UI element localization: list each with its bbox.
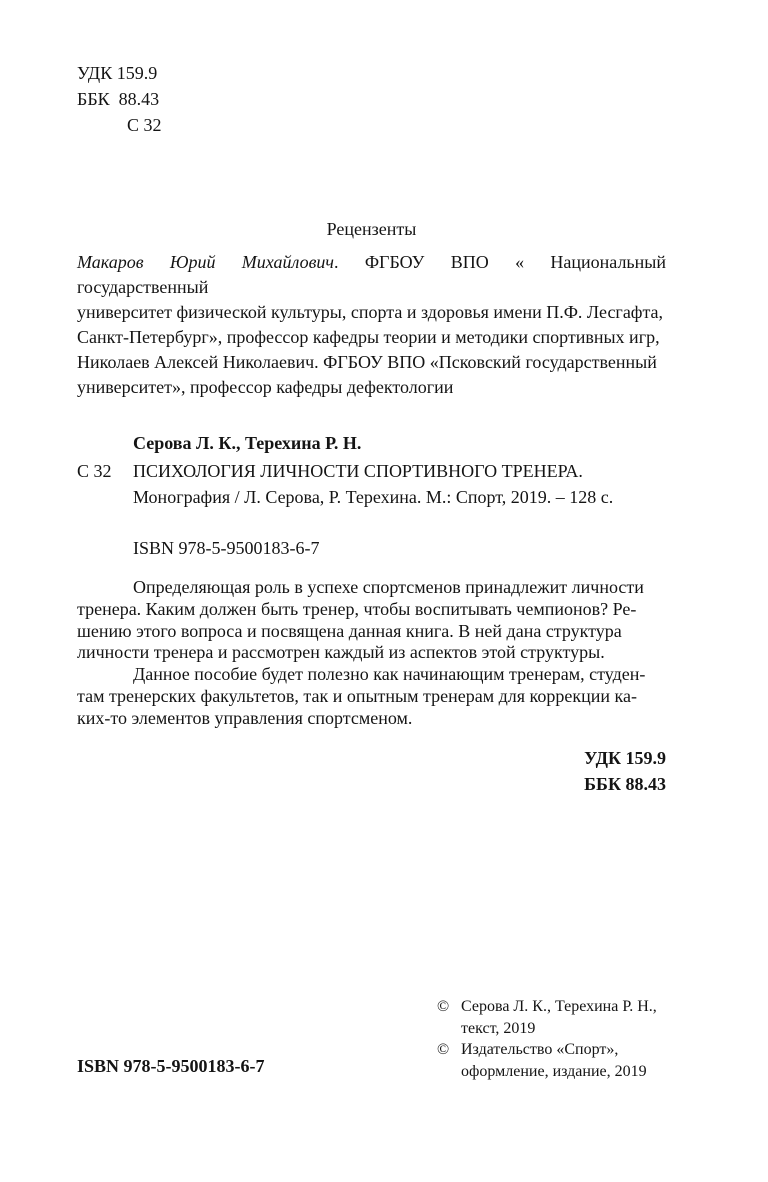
- reviewers-heading: Рецензенты: [326, 219, 417, 239]
- copyright-icon: ©: [437, 1041, 450, 1058]
- reviewer-1-affiliation-line: университет физической культуры, спорта и здоровья имени П.Ф. Лесгафта,: [77, 302, 664, 322]
- abstract-line: шению этого вопроса и посвящена данная книга. В ней дана структура: [77, 620, 622, 641]
- abstract-line: Определяющая роль в успехе спортсменов принадлежит личности: [133, 577, 644, 597]
- copyright-line: оформление, издание, 2019: [461, 1062, 647, 1080]
- library-classification-block: [77, 60, 162, 138]
- abstract-block: [77, 577, 666, 730]
- catalog-entry: [77, 458, 677, 510]
- abstract-line: там тренерских факультетов, так и опытным тренерам для коррекции ка-: [77, 685, 637, 706]
- isbn-bold: ISBN 978-5-9500183-6-7: [77, 1056, 265, 1076]
- book-description: Монография / Л. Серова, Р. Терехина. М.: Спорт, 2019. – 128 с.: [133, 487, 614, 507]
- reviewer-1-name: Макаров Юрий Михайлович: [77, 252, 334, 272]
- reviewers-block: [77, 250, 666, 400]
- classification-codes: [584, 745, 666, 797]
- catalog-authors: Серова Л. К., Терехина Р. Н.: [133, 433, 362, 453]
- author-mark: С 32: [127, 115, 162, 135]
- catalog-author-mark: С 32: [77, 461, 112, 481]
- catalog-entry-body: [133, 458, 677, 510]
- catalog-isbn: ISBN 978-5-9500183-6-7: [133, 538, 320, 558]
- book-title: ПСИХОЛОГИЯ ЛИЧНОСТИ СПОРТИВНОГО ТРЕНЕРА.: [133, 461, 583, 481]
- bbk-code: ББК 88.43: [77, 89, 160, 109]
- reviewer-1-affiliation-line: Санкт-Петербург», профессор кафедры теории и методики спортивных игр,: [77, 327, 660, 347]
- reviewer-1-affiliation-line: . ФГБОУ ВПО « Национальный государственный: [77, 252, 666, 297]
- abstract-line: тренера. Каким должен быть тренер, чтобы воспитывать чемпионов? Ре-: [77, 598, 637, 619]
- abstract-line: личности тренера и рассмотрен каждый из аспектов этой структуры.: [77, 642, 605, 663]
- copyright-icon: ©: [437, 998, 450, 1015]
- copyright-block: [437, 996, 677, 1082]
- abstract-paragraph: [77, 664, 666, 729]
- copyright-line: Издательство «Спорт»,: [461, 1041, 619, 1058]
- copyright-item-publisher: [437, 1039, 677, 1082]
- copyright-item-authors: [437, 996, 677, 1039]
- reviewer-2: [77, 350, 666, 400]
- reviewer-2-line: Николаев Алексей Николаевич. ФГБОУ ВПО «Псковский государственный: [77, 352, 657, 372]
- abstract-line: ких-то элементов управления спортсменом.: [77, 707, 413, 728]
- reviewer-1: [77, 250, 666, 350]
- udk-code: УДК 159.9: [77, 63, 158, 83]
- copyright-line: текст, 2019: [461, 1019, 536, 1037]
- copyright-line: Серова Л. К., Терехина Р. Н.,: [461, 998, 657, 1015]
- udk-code-bold: УДК 159.9: [584, 748, 666, 768]
- bbk-code-bold: ББК 88.43: [584, 774, 666, 794]
- abstract-line: Данное пособие будет полезно как начинающим тренерам, студен-: [133, 664, 646, 685]
- abstract-paragraph: [77, 577, 666, 664]
- reviewer-2-line: университет», профессор кафедры дефектологии: [77, 377, 454, 397]
